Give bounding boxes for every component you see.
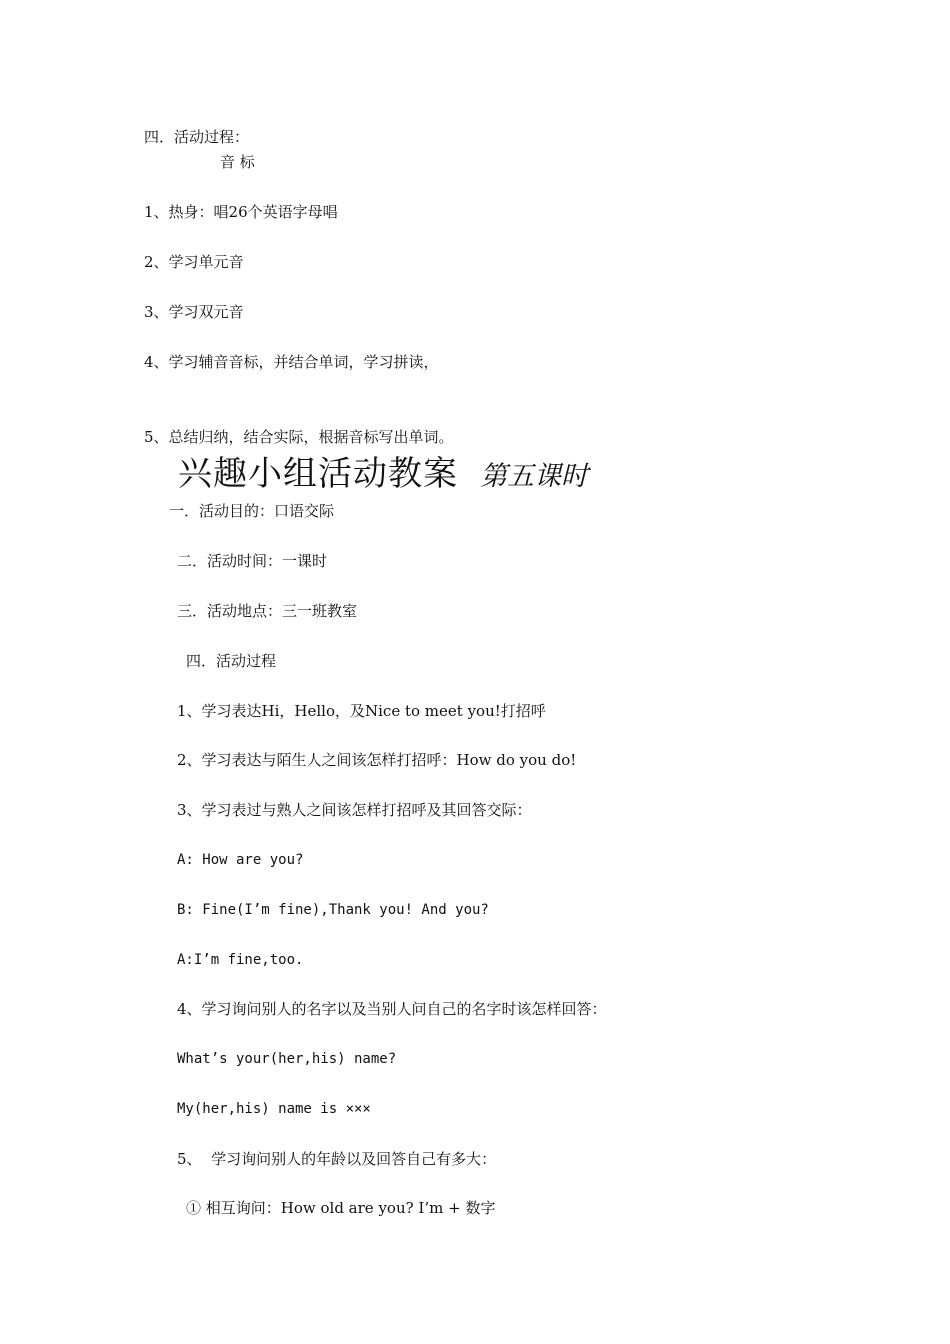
step-item: 3、学习双元音 (144, 303, 244, 321)
info-item: 二．活动时间：一课时 (177, 552, 328, 570)
content-line: 2、学习表达与陌生人之间该怎样打招呼：How do you do! (177, 751, 577, 769)
content-line: ① 相互询问：How old are you? I’m + 数字 (186, 1199, 496, 1217)
dialogue-line: B: Fine(I’m fine),Thank you! And you? (177, 902, 489, 918)
section-subheading: 音 标 (220, 153, 255, 171)
step-item: 2、学习单元音 (144, 253, 244, 271)
content-line: 4、学习询问别人的名字以及当别人问自己的名字时该怎样回答： (177, 1000, 607, 1018)
content-line: 3、学习表过与熟人之间该怎样打招呼及其回答交际： (177, 801, 532, 819)
lesson-title-block (178, 452, 588, 496)
dialogue-line: A:I’m fine,too. (177, 952, 304, 968)
dialogue-line: What’s your(her,his) name? (177, 1051, 397, 1067)
lesson-title: 兴趣小组活动教案 (178, 454, 458, 494)
dialogue-line: A: How are you? (177, 852, 304, 868)
section-heading: 四．活动过程： (144, 128, 250, 146)
info-item: 一．活动目的：口语交际 (169, 502, 335, 520)
info-item: 四．活动过程 (186, 652, 277, 670)
step-item: 4、学习辅音音标，并结合单词，学习拼读， (144, 353, 439, 371)
step-item: 5、总结归纳，结合实际，根据音标写出单词。 (144, 428, 454, 446)
dialogue-line: My(her,his) name is ××× (177, 1101, 371, 1117)
content-line: 5、 学习询问别人的年龄以及回答自己有多大： (177, 1150, 497, 1168)
lesson-number: 第五课时 (480, 461, 588, 492)
content-line: 1、学习表达Hi，Hello，及Nice to meet you!打招呼 (177, 702, 546, 720)
step-item: 1、热身：唱26个英语字母唱 (144, 203, 338, 221)
info-item: 三．活动地点：三一班教室 (177, 602, 358, 620)
